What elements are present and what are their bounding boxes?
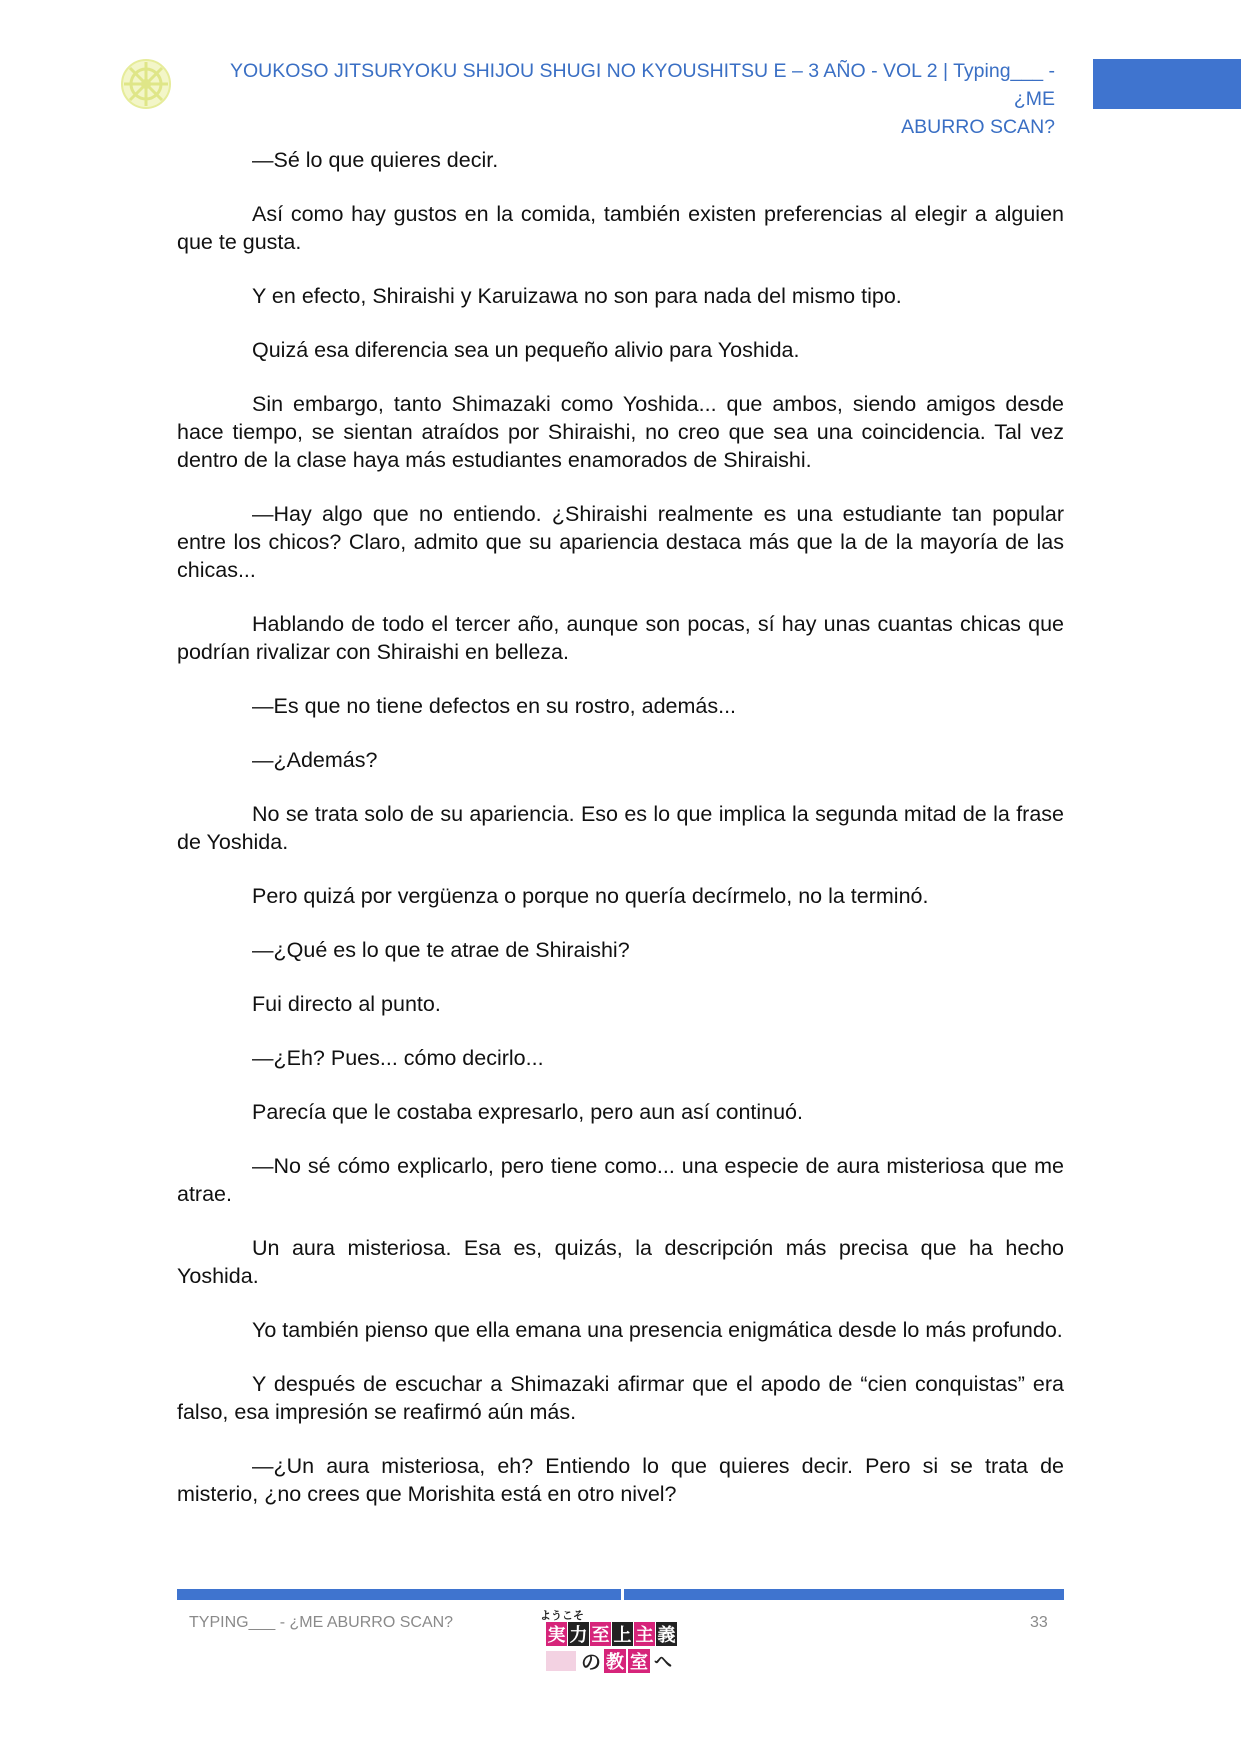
series-logo-icon <box>540 1607 696 1675</box>
paragraph: Así como hay gustos en la comida, también existen preferencias al elegir a alguien que te gusta. <box>177 202 1064 254</box>
paragraph: —¿Eh? Pues... cómo decirlo... <box>252 1046 544 1070</box>
paragraph: Pero quizá por vergüenza o porque no quería decírmelo, no la terminó. <box>252 884 929 908</box>
logo-char: 上 <box>613 1625 632 1646</box>
footer-series-label: TYPING___ - ¿ME ABURRO SCAN? <box>189 1614 454 1631</box>
footer-divider <box>177 1589 1064 1600</box>
paragraph: Yo también pienso que ella emana una presencia enigmática desde lo más profundo. <box>252 1318 1063 1342</box>
logo-kana: ようこそ <box>540 1609 584 1622</box>
logo-char: 主 <box>635 1625 654 1646</box>
logo-char: 教 <box>606 1652 624 1673</box>
header-title-line1: YOUKOSO JITSURYOKU SHIJOU SHUGI NO KYOUSHITSU E – 3 AÑO - VOL 2 | Typing___ - ¿ME <box>229 60 1055 110</box>
paragraph: Parecía que le costaba expresarlo, pero aun así continuó. <box>252 1100 803 1124</box>
logo-side-box <box>546 1651 576 1671</box>
paragraph: —Sé lo que quieres decir. <box>252 148 499 172</box>
paragraph: Fui directo al punto. <box>252 992 441 1016</box>
paragraph: —Hay algo que no entiendo. ¿Shiraishi realmente es una estudiante tan popular entre los chicos? Claro, admito que su apariencia destaca más que la de la mayoría de las chicas... <box>177 502 1064 582</box>
logo-char: の <box>581 1650 601 1674</box>
header-accent-bar <box>1093 59 1241 109</box>
logo-char: へ <box>654 1652 672 1673</box>
logo-char: 力 <box>569 1625 588 1646</box>
paragraph: —No sé cómo explicarlo, pero tiene como... una especie de aura misteriosa que me atrae. <box>177 1154 1064 1206</box>
paragraph: No se trata solo de su apariencia. Eso es lo que implica la segunda mitad de la frase de Yoshida. <box>177 802 1064 854</box>
paragraph: Y después de escuchar a Shimazaki afirmar que el apodo de “cien conquistas” era falso, esa impresión se reafirmó aún más. <box>177 1372 1064 1424</box>
paragraph: Hablando de todo el tercer año, aunque son pocas, sí hay unas cuantas chicas que podrían rivalizar con Shiraishi en belleza. <box>177 612 1064 664</box>
logo-char: 義 <box>657 1625 676 1646</box>
circular-emblem-icon <box>120 58 172 110</box>
logo-char: 実 <box>547 1625 566 1646</box>
paragraph: —¿Un aura misteriosa, eh? Entiendo lo que quieres decir. Pero si se trata de misterio, ¿no crees que Morishita está en otro nivel? <box>177 1454 1064 1506</box>
paragraph: —Es que no tiene defectos en su rostro, además... <box>252 694 737 718</box>
paragraph: Y en efecto, Shiraishi y Karuizawa no son para nada del mismo tipo. <box>252 284 902 308</box>
paragraph: Quizá esa diferencia sea un pequeño alivio para Yoshida. <box>252 338 800 362</box>
paragraph: —¿Qué es lo que te atrae de Shiraishi? <box>252 938 630 962</box>
logo-char: 室 <box>630 1652 648 1673</box>
page-number: 33 <box>1030 1614 1048 1631</box>
body-text <box>177 146 1064 1534</box>
paragraph: —¿Además? <box>252 748 378 772</box>
logo-char: 至 <box>591 1625 610 1646</box>
header-title <box>185 57 1055 141</box>
paragraph: Sin embargo, tanto Shimazaki como Yoshida... que ambos, siendo amigos desde hace tiempo, se sientan atraídos por Shiraishi, no creo que sea una coincidencia. Tal vez dentro de la clase haya más estudiantes enamorados de Shiraishi. <box>177 392 1064 472</box>
header-title-line2: ABURRO SCAN? <box>901 116 1055 138</box>
paragraph: Un aura misteriosa. Esa es, quizás, la descripción más precisa que ha hecho Yoshida. <box>177 1236 1064 1288</box>
